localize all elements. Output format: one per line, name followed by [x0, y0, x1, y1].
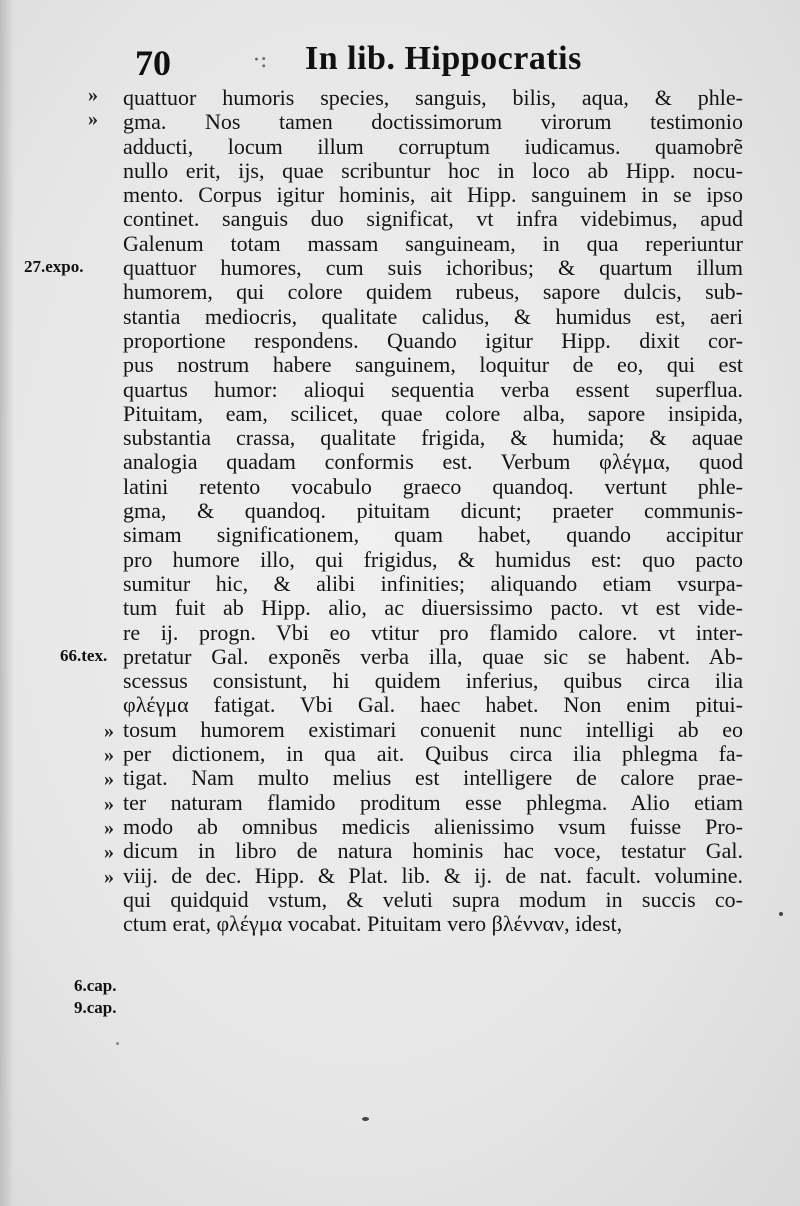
text-line: gma, & quandoq. pituitam dicunt; praeter communis- [123, 499, 743, 524]
text-line: quattuor humores, cum suis ichoribus; & quartum illum [123, 256, 743, 281]
text-line: pro humore illo, qui frigidus, & humidus est: quo pacto [123, 547, 743, 572]
margin-note-cap9: 9.cap. [74, 998, 117, 1017]
quote-mark: » [104, 768, 114, 790]
text-line: nullo erit, ijs, quae scribuntur hoc in loco ab Hipp. nocu- [123, 158, 743, 183]
text-line: latini retento vocabulo graeco quandoq. vertunt phle- [123, 474, 743, 499]
text-line: Galenum totam massam sanguineam, in qua reperiuntur [123, 231, 743, 256]
text-line: ter naturam flamido proditum esse phlegma. Alio etiam [123, 790, 743, 815]
text-line: quattuor humoris species, sanguis, bilis, aqua, & phle- [123, 86, 743, 110]
page-number: 70 [135, 43, 171, 83]
text-line: adducti, locum illum corruptum iudicamus. quamobrẽ [123, 134, 743, 159]
quote-mark: » [104, 793, 114, 815]
margin-note-expo: 27.expo. [24, 257, 84, 276]
quote-mark: » [104, 744, 114, 766]
text-line: φλέγμα fatigat. Vbi Gal. haec habet. Non enim pitui- [123, 693, 743, 718]
text-line: continet. sanguis duo significat, vt infra videbimus, apud [123, 207, 743, 232]
text-line: Pituitam, eam, scilicet, quae colore alba, sapore insipida, [123, 401, 743, 426]
quote-mark: » [104, 720, 114, 742]
ink-speck [116, 1042, 119, 1045]
quote-mark: » [88, 108, 98, 130]
quote-mark: » [88, 84, 98, 106]
text-line: stantia mediocris, qualitate calidus, & humidus est, aeri [123, 304, 743, 329]
text-line: scessus consistunt, hi quidem inferius, quibus circa ilia [123, 669, 743, 694]
text-line: modo ab omnibus medicis alienissimo vsum fuisse Pro- [123, 814, 743, 839]
text-line: proportione respondens. Quando igitur Hipp. dixit cor- [123, 328, 743, 353]
quote-mark: » [104, 841, 114, 863]
text-line: analogia quadam conformis est. Verbum φλέγμα, quod [123, 450, 743, 475]
body-text [123, 86, 743, 936]
running-head: In lib. Hippocratis [305, 40, 582, 77]
text-line: sumitur hic, & alibi infinities; aliquando etiam vsurpa- [123, 571, 743, 596]
text-line: humorem, qui colore quidem rubeus, sapore dulcis, sub- [123, 280, 743, 305]
ink-dots: ·: [253, 48, 268, 73]
text-line: qui quidquid vstum, & veluti supra modum in succis co- [123, 887, 743, 912]
text-line: mento. Corpus igitur hominis, ait Hipp. sanguinem in se ipso [123, 183, 743, 208]
text-line: quartus humor: alioqui sequentia verba essent superflua. [123, 377, 743, 402]
text-line: tum fuit ab Hipp. alio, ac diuersissimo pacto. vt est vide- [123, 596, 743, 621]
ink-speck [779, 912, 783, 916]
page-header [135, 36, 655, 86]
text-line: tosum humorem existimari conuenit nunc intelligi ab eo [123, 717, 743, 742]
quote-mark: » [104, 866, 114, 888]
text-line: viij. de dec. Hipp. & Plat. lib. & ij. de nat. facult. volumine. [123, 863, 743, 888]
text-line: dicum in libro de natura hominis hac voce, testatur Gal. [123, 839, 743, 864]
text-line: re ij. progn. Vbi eo vtitur pro flamido calore. vt inter- [123, 620, 743, 645]
text-line: gma. Nos tamen doctissimorum virorum testimonio [123, 110, 743, 135]
quote-mark: » [104, 817, 114, 839]
ink-speck [362, 1117, 369, 1121]
text-line: ctum erat, φλέγμα vocabat. Pituitam vero βλένναν, idest, [123, 912, 623, 937]
margin-note-tex: 66.tex. [60, 646, 108, 665]
text-line: pretatur Gal. exponẽs verba illa, quae sic se habent. Ab- [123, 644, 743, 669]
text-line: substantia crassa, qualitate frigida, & humida; & aquae [123, 426, 743, 451]
text-line: simam significationem, quam habet, quando accipitur [123, 523, 743, 548]
margin-note-cap6: 6.cap. [74, 976, 117, 995]
text-line: pus nostrum habere sanguinem, loquitur de eo, qui est [123, 353, 743, 378]
text-line: tigat. Nam multo melius est intelligere de calore prae- [123, 766, 743, 791]
margin-notes [0, 86, 125, 1086]
text-line: per dictionem, in qua ait. Quibus circa ilia phlegma fa- [123, 742, 743, 767]
